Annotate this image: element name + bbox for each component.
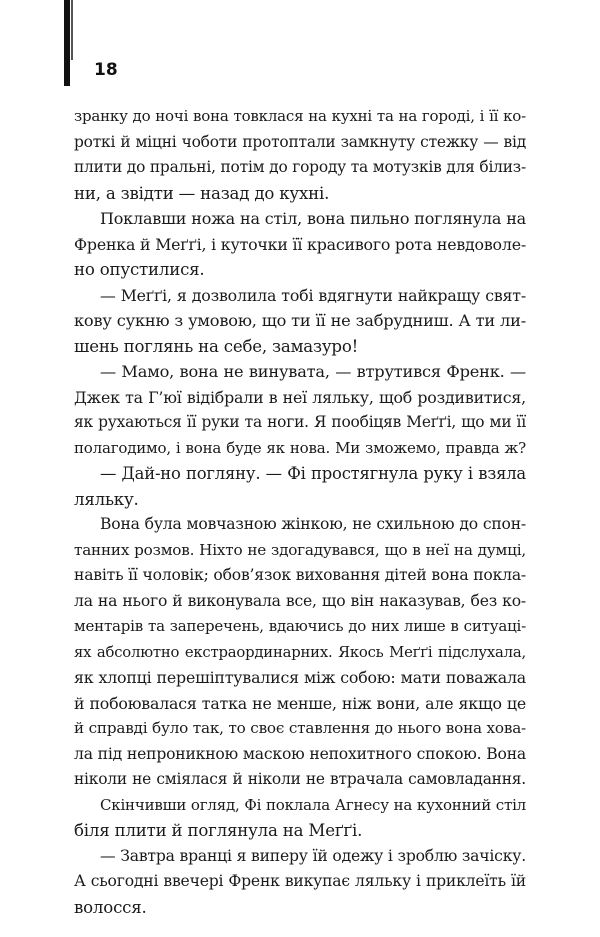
text-line: — Мамо, вона не винувата, — втрутився Френк. — [100,362,526,381]
text-line: ла на нього й виконувала все, що він наказував, без ко- [74,591,526,610]
text-line: шень поглянь на себе, замазуро! [74,336,359,356]
text-line: навіть її чоловік; обов’язок виховання дітей вона покла- [74,566,526,584]
page-number: 18 [94,60,118,80]
text-line: ни, а звідти — назад до кухні. [74,183,330,203]
text-line: ях абсолютно екстраординарних. Якось Меґґі підслухала, [74,643,526,661]
text-line: й побоювалася татка не менше, ніж вони, але якщо це [74,693,526,713]
text-line: — Завтра вранці я виперу їй одежу і зроблю зачіску. [100,846,526,865]
text-line: Вона була мовчазною жінкою, не схильною до спон- [100,515,526,533]
text-line: зранку до ночі вона товклася на кухні та на городі, і її ко- [74,107,526,125]
text-line: — Меґґі, я дозволила тобі вдягнути найкращу свят- [100,285,526,305]
text-line: ментарів та заперечень, вдаючись до них лише в ситуаці- [74,617,526,635]
text-line: полагодимо, і вона буде як нова. Ми зможемо, правда ж? [74,438,526,457]
page-edge-mark [64,0,70,86]
text-line: Джек та Г’юї відібрали в неї ляльку, щоб роздивитися, [74,387,526,407]
body-text [74,104,526,920]
text-line: но опустилися. [74,260,205,279]
text-line: волосся. [74,897,147,917]
text-line: плити до пральні, потім до городу та мотузків для білиз- [74,158,526,176]
text-line: як рухаються її руки та ноги. Я пообіцяв Меґґі, що ми її [74,413,526,431]
text-line: А сьогодні ввечері Френк викупає ляльку і приклеїть їй [74,872,526,890]
text-line: Скінчивши огляд, Фі поклала Агнесу на кухонний стіл [100,795,526,814]
text-line: ляльку. [74,489,139,509]
text-line: ла під непроникною маскою непохитного спокою. Вона [74,744,526,763]
text-line: біля плити й поглянула на Меґґі. [74,821,363,840]
text-line: танних розмов. Ніхто не здогадувався, що в неї на думці, [74,540,526,559]
text-line: як хлопці перешіптувалися між собою: мати поважала [74,668,526,687]
text-line: ніколи не сміялася й ніколи не втрачала самовладання. [74,770,526,788]
text-line: — Дай-но погляну. — Фі простягнула руку і взяла [100,464,526,483]
text-line: роткі й міцні чоботи протоптали замкнуту стежку — від [74,132,526,151]
text-line: Поклавши ножа на стіл, вона пильно поглянула на [100,209,526,228]
text-line: й справді було так, то своє ставлення до нього вона хова- [74,719,526,737]
text-line: Френка й Меґґі, і куточки її красивого рота невдоволе- [74,234,526,254]
text-line: кову сукню з умовою, що ти її не забрудниш. А ти ли- [74,311,526,330]
